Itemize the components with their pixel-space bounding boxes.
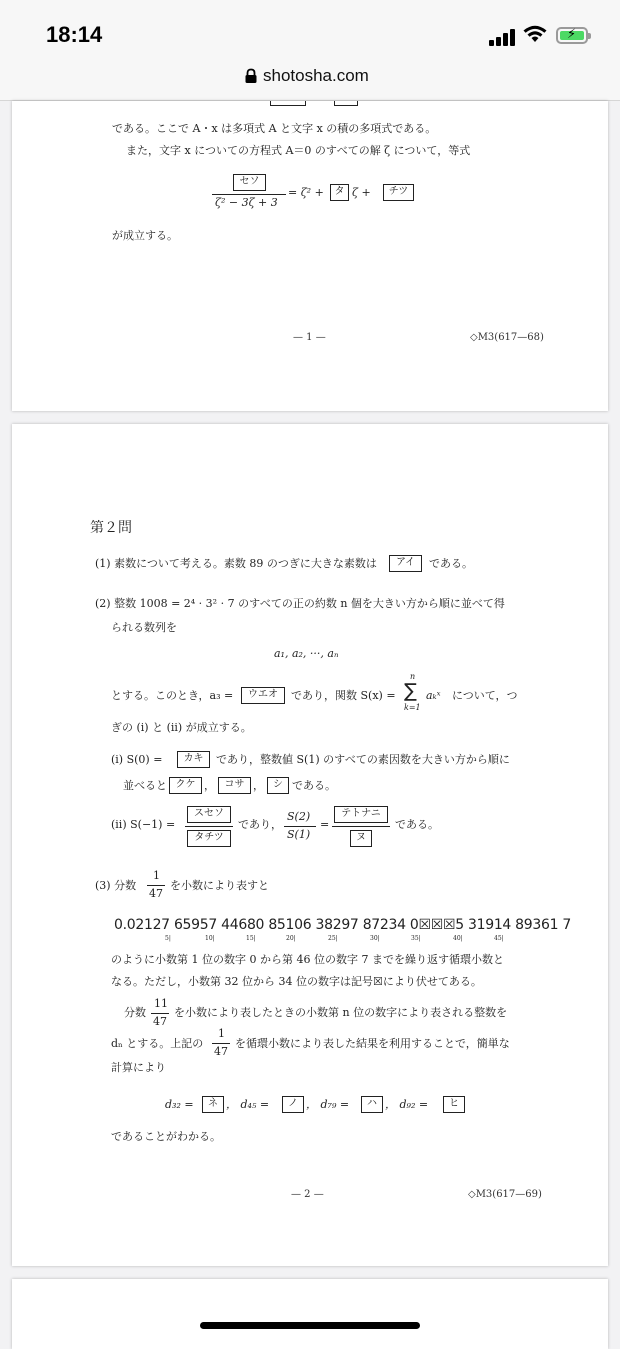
answer-box-hi: ヒ <box>443 1096 465 1113</box>
clock: 18:14 <box>46 22 103 47</box>
fraction-bar <box>185 826 233 827</box>
digit-tick: 30| <box>370 935 380 942</box>
comma: ， <box>204 779 215 792</box>
digit-tick: 25| <box>328 935 338 942</box>
q2-i-text: (i) S(0) = <box>111 753 163 766</box>
answer-box-nu: ヌ <box>350 830 372 847</box>
d32-label: d₃₂ = <box>165 1098 194 1111</box>
digit-tick: 40| <box>453 935 463 942</box>
answer-box-tetonani: テトナニ <box>334 806 388 823</box>
q3-text: であることがわかる。 <box>111 1130 221 1143</box>
page-number: — 1 — <box>293 332 326 343</box>
cut-off-box <box>270 101 306 106</box>
q2-ii-text: であり， <box>238 818 282 831</box>
digit-tick: 10| <box>205 935 215 942</box>
q2-text: とする。このとき，a₃ = <box>111 689 234 702</box>
q3-text: のように小数第 1 位の数字 0 から第 46 位の数字 7 までを繰り返す循環小数と <box>111 953 504 966</box>
equals: = <box>320 818 330 831</box>
q3-text: 計算により <box>111 1061 166 1074</box>
sequence: a₁, a₂, ···, aₙ <box>274 647 339 660</box>
fraction-numerator: 11 <box>154 997 168 1010</box>
fraction-bar <box>332 826 390 827</box>
exam-page-3 <box>12 1279 608 1349</box>
q2-text: について，つ <box>452 689 518 702</box>
q2-text: であり，関数 S(x) = <box>291 689 396 702</box>
q3-text: 分数 <box>124 1006 146 1019</box>
q3-text: を小数により表すと <box>170 879 269 892</box>
sum-lower: k=1 <box>404 703 421 712</box>
answer-box-kaki: カキ <box>177 751 210 768</box>
fraction-bar <box>147 885 165 886</box>
fraction-bar <box>212 194 286 195</box>
q1-text: である。 <box>429 557 473 570</box>
q2-i-text: であり，整数値 S(1) のすべての素因数を大きい方から順に <box>216 753 510 766</box>
d92-label: ， d₉₂ = <box>385 1098 429 1111</box>
equation-text: ζ + <box>352 186 371 199</box>
fraction-bar <box>151 1013 169 1014</box>
fraction-numerator: S(2) <box>287 810 311 823</box>
answer-box-ha: ハ <box>361 1096 383 1113</box>
answer-box-shi: シ <box>267 777 289 794</box>
text-line: また，文字 x についての方程式 A＝0 のすべての解 ζ について，等式 <box>126 144 471 157</box>
d45-label: ， d₄₅ = <box>226 1098 270 1111</box>
answer-box-ueo: ウエオ <box>241 687 285 704</box>
digit-tick: 45| <box>494 935 504 942</box>
q2-i-text: 並べると <box>123 779 167 792</box>
answer-box-suseso: スセソ <box>187 806 231 823</box>
q2-i-text: である。 <box>292 779 336 792</box>
q3-text: を循環小数により表した結果を利用することで，簡単な <box>235 1037 510 1050</box>
page-number: — 2 — <box>291 1189 324 1200</box>
answer-box-tachitsu: タチツ <box>187 830 231 847</box>
fraction-denominator: 47 <box>214 1045 228 1058</box>
home-indicator[interactable] <box>200 1322 420 1329</box>
address-bar[interactable] <box>0 60 620 101</box>
cut-off-box <box>334 101 358 106</box>
q1-text: (1) 素数について考える。素数 89 のつぎに大きな素数は <box>95 557 377 570</box>
q3-text: dₙ とする。上記の <box>111 1037 204 1050</box>
fraction-bar <box>284 826 316 827</box>
sum-symbol: ∑ <box>404 680 417 702</box>
repeating-decimal: 0.02127 65957 44680 85106 38297 87234 0☒☒☒5 31914 89361 7 <box>114 917 571 933</box>
q3-text: を小数により表したときの小数第 n 位の数字により表される整数を <box>174 1006 508 1019</box>
url-text[interactable]: shotosha.com <box>263 66 369 85</box>
exam-code: ◇M3(617—68) <box>470 332 544 343</box>
digit-tick: 20| <box>286 935 296 942</box>
q3-text: なる。ただし，小数第 32 位から 34 位の数字は記号☒により伏せてある。 <box>111 975 482 988</box>
answer-box-kosa: コサ <box>218 777 251 794</box>
equation-text: = ζ² + <box>288 186 324 199</box>
wifi-icon <box>522 24 548 44</box>
q2-ii-text: (ii) S(−1) = <box>111 818 176 831</box>
q2-text: ぎの (i) と (ii) が成立する。 <box>111 721 252 734</box>
text-line: が成立する。 <box>112 229 178 242</box>
fraction-denominator: S(1) <box>287 828 311 841</box>
answer-box-ai: アイ <box>389 555 422 572</box>
answer-box-ne: ネ <box>202 1096 224 1113</box>
digit-tick: 15| <box>246 935 256 942</box>
sum-upper: n <box>410 672 416 681</box>
exam-page-2 <box>12 424 608 1266</box>
fraction-numerator: 1 <box>153 869 160 882</box>
fraction-denominator: 47 <box>153 1015 167 1028</box>
answer-box-seso: セソ <box>233 174 266 191</box>
text-line: である。ここで A・x は多項式 A と文字 x の積の多項式である。 <box>112 122 437 135</box>
lock-icon <box>244 68 258 84</box>
answer-box-kuke: クケ <box>169 777 202 794</box>
fraction-numerator: 1 <box>218 1027 225 1040</box>
cellular-signal-icon <box>489 28 517 46</box>
d79-label: ， d₇₉ = <box>306 1098 350 1111</box>
problem-heading: 第２問 <box>90 520 132 536</box>
answer-box-no: ノ <box>282 1096 304 1113</box>
answer-box-ta: タ <box>330 184 349 201</box>
status-bar <box>0 0 620 60</box>
q2-text: (2) 整数 1008 = 2⁴ · 3² · 7 のすべての正の約数 n 個を大きい方から順に並べて得 <box>95 597 505 610</box>
fraction-denominator: 47 <box>149 887 163 900</box>
q2-ii-text: である。 <box>395 818 439 831</box>
sum-term: aₖˣ <box>426 689 441 702</box>
digit-tick: 5| <box>165 935 171 942</box>
fraction-denominator: ζ² − 3ζ + 3 <box>215 196 278 209</box>
exam-page-1 <box>12 101 608 411</box>
exam-code: ◇M3(617—69) <box>468 1189 542 1200</box>
battery-charging-icon: ⚡ <box>556 27 588 44</box>
digit-tick: 35| <box>411 935 421 942</box>
fraction-bar <box>212 1043 230 1044</box>
q2-text: られる数列を <box>111 621 177 634</box>
q3-text: (3) 分数 <box>95 879 137 892</box>
comma: ， <box>253 779 264 792</box>
answer-box-chitsu: チツ <box>383 184 414 201</box>
